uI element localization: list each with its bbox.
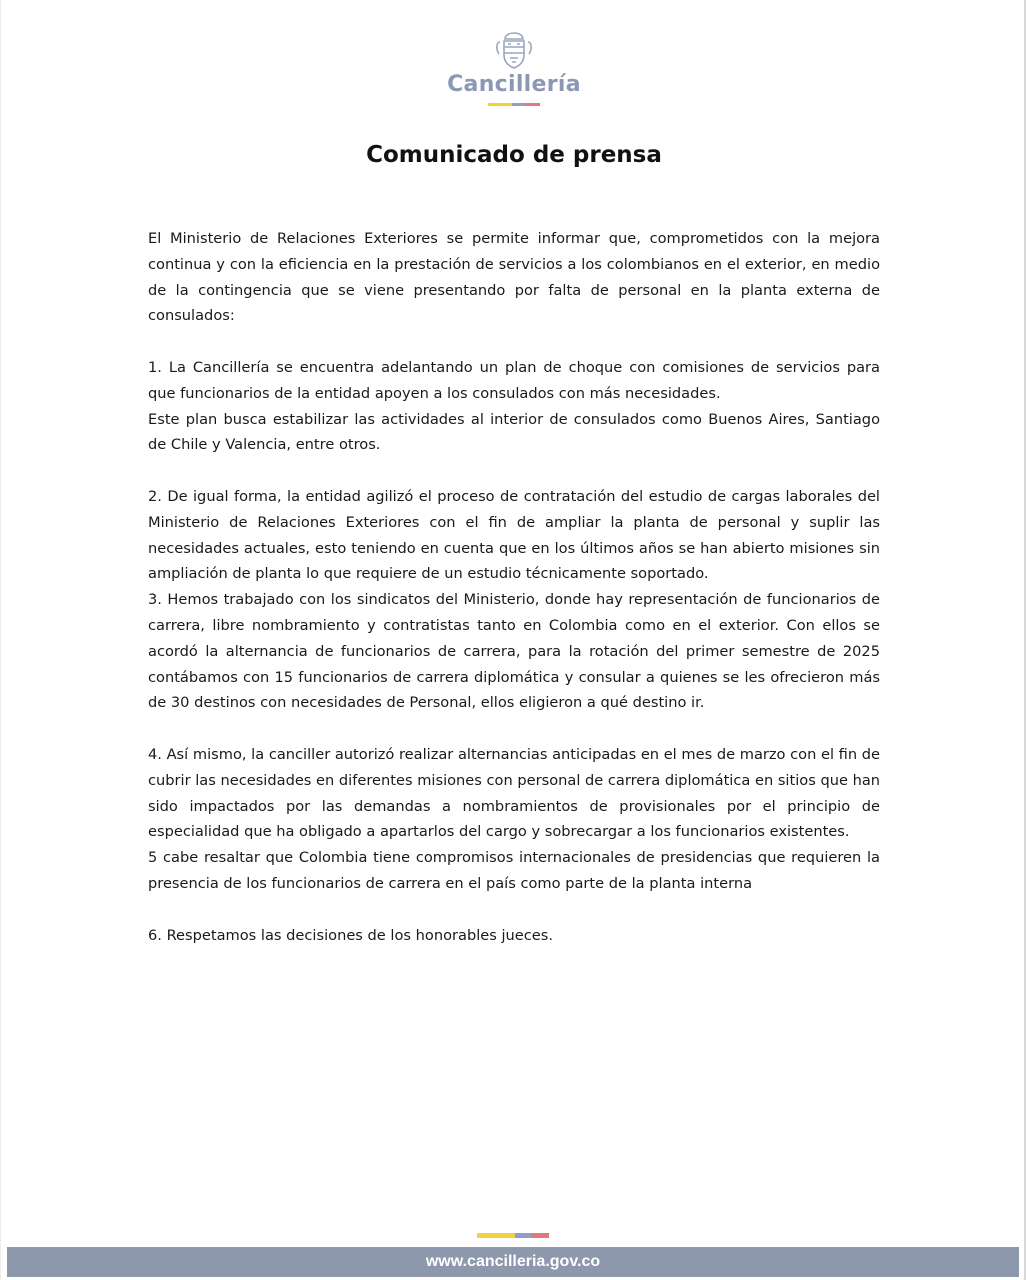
point-2-paragraph: 2. De igual forma, la entidad agilizó el proceso de contratación del estudio de cargas laborales del Ministerio de Relaciones Exteriores con el fin de ampliar la planta de personal y suplir las necesidades actuales, esto teniendo en cuenta que en los últimos años se han abierto misiones sin ampliación de planta lo que requiere de un estudio técnicamente soportado.: [148, 487, 880, 583]
point-1-paragraph: 1. La Cancillería se encuentra adelantando un plan de choque con comisiones de servicios para que funcionarios de la entidad apoyen a los consulados con más necesidades.: [148, 358, 880, 402]
logo-wordmark: Cancillería: [447, 72, 581, 97]
footer-url[interactable]: www.cancilleria.gov.co: [425, 1253, 601, 1270]
point-4-paragraph: 4. Así mismo, la canciller autorizó realizar alternancias anticipadas en el mes de marzo con el fin de cubrir las necesidades en diferentes misiones con personal de carrera diplomática en sitios que han sido impactados por las demandas a nombramientos de provisionales por el principio de especialidad que ha obligado a apartarlos del cargo y sobrecargar a los funcionarios existentes.: [148, 745, 881, 841]
point-6-paragraph: 6. Respetamos las decisiones de los honorables jueces.: [148, 926, 554, 944]
coat-of-arms-icon: [494, 30, 534, 72]
footer-url-bar: [7, 1247, 1019, 1277]
press-release-body: [148, 226, 880, 948]
footer-flag-stripe: [477, 1233, 549, 1238]
cancilleria-logo: [441, 30, 587, 106]
point-1-detail-paragraph: Este plan busca estabilizar las actividades al interior de consulados como Buenos Aires, Santiago de Chile y Valencia, entre otros.: [148, 410, 880, 454]
point-3-paragraph: 3. Hemos trabajado con los sindicatos del Ministerio, donde hay representación de funcionarios de carrera, libre nombramiento y contratistas tanto en Colombia como en el exterior. Con ellos se acordó la alternancia de funcionarios de carrera, para la rotación del primer semestre de 2025 contábamos con 15 funcionarios de carrera diplomática y consular a quienes se les ofrecieron más de 30 destinos con necesidades de Personal, ellos eligieron a qué destino ir.: [148, 591, 880, 712]
flag-stripe: [441, 103, 587, 106]
page-title: Comunicado de prensa: [366, 142, 662, 168]
point-5-paragraph: 5 cabe resaltar que Colombia tiene compromisos internacionales de presidencias que requieren la presencia de los funcionarios de carrera en el país como parte de la planta interna: [148, 849, 880, 892]
intro-paragraph: El Ministerio de Relaciones Exteriores se permite informar que, comprometidos con la mejora continua y con la eficiencia en la prestación de servicios a los colombianos en el exterior, en medio de la contingencia que se viene presentando por falta de personal en la planta externa de consulados:: [148, 230, 880, 325]
